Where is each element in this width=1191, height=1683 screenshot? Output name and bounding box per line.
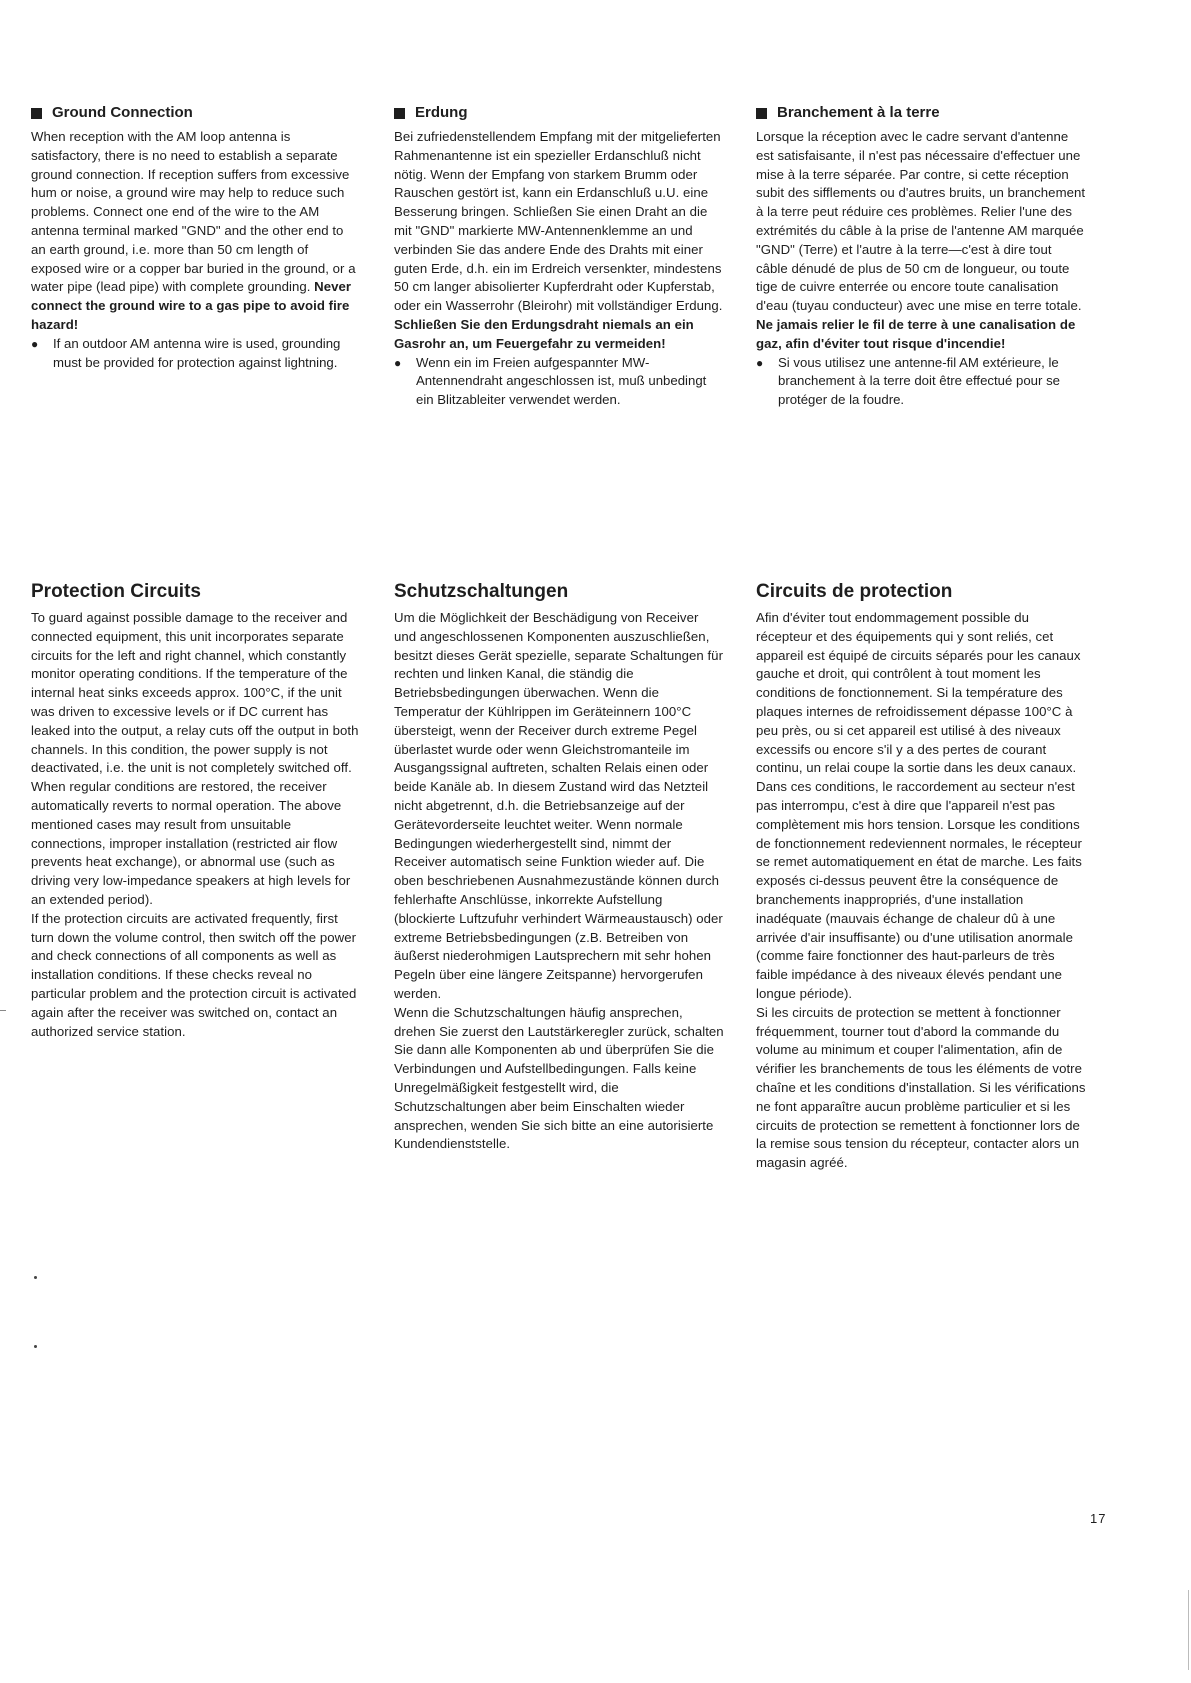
- section-protection-de: [394, 580, 724, 1154]
- scan-speck: [34, 1345, 37, 1348]
- bullet-square-icon: [394, 108, 405, 119]
- heading-protection-en: Protection Circuits: [31, 581, 201, 602]
- heading-protection-fr: Circuits de protection: [756, 581, 953, 602]
- scan-edge-mark: [1188, 1590, 1189, 1670]
- section-ground-en: [31, 103, 361, 372]
- bullet-dot-icon: ●: [756, 355, 764, 370]
- heading-ground-en: Ground Connection: [31, 103, 361, 123]
- list-item: ● Si vous utilisez une antenne-fil AM extérieure, le branchement à la terre doit être effectué pour se protéger de la foudre.: [756, 354, 1086, 410]
- warning-ground-en: Never connect the ground wire to a gas pipe to avoid fire hazard!: [31, 279, 352, 332]
- warning-ground-fr: Ne jamais relier le fil de terre à une canalisation de gaz, afin d'éviter tout risque d'incendie!: [756, 316, 1076, 351]
- paragraph-ground-fr: Lorsque la réception avec le cadre servant d'antenne est satisfaisante, il n'est pas nécessaire d'effectuer une mise à la terre séparée. Par contre, si cette réception subit des sifflements ou d'autres bruits, un branchement à la terre peut réduire ces problèmes. Relier l'une des extrémités du câble à la prise de l'antenne AM marquée "GND" (Terre) et l'autre à la terre—c'est à dire tout câble dénudé de plus de 50 cm de longueur, ou toute tige de cuivre enterrée ou encore toute canalisation d'eau (tuyau conducteur) avec une mise en terre totale. Ne jamais relier le fil de terre à une canalisation de gaz, afin d'éviter tout risque d'incendie!: [756, 129, 1086, 351]
- bullet-dot-icon: ●: [394, 355, 402, 370]
- scan-speck: [34, 1276, 37, 1279]
- section-protection-fr: [756, 580, 1086, 1173]
- paragraph-ground-en: When reception with the AM loop antenna is satisfactory, there is no need to establish a separate ground connection. If reception suffers from excessive hum or noise, a ground wire may help to reduce such problems. Connect one end of the wire to the AM antenna terminal marked "GND" and the other end to an earth ground, i.e. more than 50 cm length of exposed wire or a copper bar buried in the ground, or a water pipe (lead pipe) with complete grounding. Never connect the ground wire to a gas pipe to avoid fire hazard!: [31, 129, 356, 332]
- bullet-square-icon: [31, 108, 42, 119]
- warning-ground-de: Schließen Sie den Erdungsdraht niemals an ein Gasrohr an, um Feuergefahr zu vermeiden!: [394, 316, 694, 351]
- paragraph-ground-de: Bei zufriedenstellendem Empfang mit der mitgelieferten Rahmenantenne ist ein spezieller Erdanschluß nicht nötig. Wenn der Empfang von starkem Brumm oder Rauschen gestört ist, kann ein Erdanschluß u.U. eine Besserung bringen. Schließen Sie einen Draht an die mit "GND" markierte MW-Antennenklemme an und verbinden Sie das andere Ende des Drahts mit einer guten Erde, d.h. ein im Erdreich versenkter, mindestens 50 cm langer abisolierter Kupferdraht oder Kupferstab, oder ein Wasserrohr (Bleirohr) mit vollständiger Erdung. Schließen Sie den Erdungsdraht niemals an ein Gasrohr an, um Feuergefahr zu vermeiden!: [394, 129, 723, 351]
- scan-edge-mark: [0, 1010, 6, 1011]
- section-protection-en: [31, 580, 361, 1041]
- paragraph-protection-en-2: If the protection circuits are activated frequently, first turn down the volume control, then switch off the power and check connections of all components as well as installation conditions. If these checks reveal no particular problem and the protection circuit is activated again after the receiver was switched on, contact an authorized service station.: [31, 910, 357, 1039]
- paragraph-protection-en-1: To guard against possible damage to the receiver and connected equipment, this unit incorporates separate circuits for the left and right channel, which constantly monitor operating conditions. If the temperature of the internal heat sinks exceeds approx. 100°C, if the unit was driven to excessive levels or if DC current has leaked into the output, a relay cuts off the output in both channels. In this condition, the power supply is not deactivated, i.e. the unit is not completely switched off. When regular conditions are restored, the receiver automatically reverts to normal operation. The above mentioned cases may result from unsuitable connections, improper installation (restricted air flow prevents heat exchange), or abnormal use (such as driving very low-impedance speakers at high levels for an extended period).: [31, 610, 359, 907]
- list-item: ● If an outdoor AM antenna wire is used, grounding must be provided for protection against lightning.: [31, 335, 361, 373]
- list-item: ● Wenn ein im Freien aufgespannter MW-Antennendraht angeschlossen ist, muß unbedingt ein Blitzableiter verwendet werden.: [394, 354, 724, 410]
- section-ground-fr: [756, 103, 1086, 410]
- paragraph-protection-fr-2: Si les circuits de protection se mettent à fonctionner fréquemment, tourner tout d'abord la commande du volume au minimum et couper l'alimentation, afin de vérifier les branchements de tous les éléments de votre chaîne et les conditions d'installation. Si les vérifications ne font apparaître aucun problème particulier et si les circuits de protection se remettent à fonctionner lors de la remise sous tension du récepteur, contacter alors un magasin agréé.: [756, 1004, 1086, 1171]
- heading-ground-de: Erdung: [394, 103, 724, 123]
- paragraph-protection-de-1: Um die Möglichkeit der Beschädigung von Receiver und angeschlossenen Komponenten auszuschließen, besitzt dieses Gerät spezielle, separate Schaltungen für rechten und linken Kanal, die ständig die Betriebsbedingungen überwachen. Wenn die Temperatur der Kühlrippen im Geräteinnern 100°C übersteigt, wenn der Receiver durch extreme Pegel überlastet wurde oder wenn Gleichstromanteile im Ausgangssignal auftreten, schalten Relais einen oder beide Kanäle ab. In diesem Zustand wird das Netzteil nicht abgetrennt, d.h. die Betriebsanzeige auf der Gerätevorderseite leuchtet weiter. Wenn normale Bedingungen wiederhergestellt sind, nimmt der Receiver automatisch seine Funktion wieder auf. Die oben beschriebenen Ausnahmezustände können durch fehlerhafte Anschlüsse, inkorrekte Aufstellung (blockierte Luftzufuhr verhindert Wärmeaustausch) oder extreme Betriebsbedingungen (z.B. Betreiben von äußerst niederohmigen Lautsprechern mit sehr hohen Pegeln über eine längere Zeitspanne) hervorgerufen werden.: [394, 610, 724, 1001]
- section-ground-de: [394, 103, 724, 410]
- heading-protection-de: Schutzschaltungen: [394, 581, 569, 602]
- paragraph-protection-fr-1: Afin d'éviter tout endommagement possible du récepteur et des équipements qui y sont reliés, cet appareil est équipé de circuits séparés pour les canaux gauche et droit, qui contrôlent à tout moment les conditions de fonctionnement. Si la température des plaques internes de refroidissement dépasse 100°C à peu près, ou si cet appareil est utilisé à des niveaux excessifs ou encore s'il y a des pertes de courant continu, un relai coupe la sortie dans les deux canaux. Dans ces conditions, le raccordement au secteur n'est pas interrompu, c'est à dire que l'appareil n'est pas complètement mis hors tension. Lorsque les conditions de fonctionnement redeviennent normales, le récepteur se remet automatiquement en état de marche. Les faits exposés ci-dessus peuvent être la conséquence de branchements inappropriés, d'une installation inadéquate (mauvais échange de chaleur dû à une arrivée d'air insuffisante) ou d'une utilisation anormale (comme faire fonctionner des haut-parleurs de très faible impédance à des niveaux élevés pendant une longue période).: [756, 610, 1082, 1001]
- bullet-dot-icon: ●: [31, 336, 39, 351]
- heading-ground-fr: Branchement à la terre: [756, 103, 1086, 123]
- paragraph-protection-de-2: Wenn die Schutzschaltungen häufig ansprechen, drehen Sie zuerst den Lautstärkeregler zurück, schalten Sie dann alle Komponenten ab und überprüfen Sie die Verbindungen und Aufstellbedingungen. Falls keine Unregelmäßigkeit festgestellt wird, die Schutzschaltungen aber beim Einschalten wieder ansprechen, wenden Sie sich bitte an eine autorisierte Kundendienststelle.: [394, 1004, 724, 1152]
- bullet-square-icon: [756, 108, 767, 119]
- page-number: 17: [1090, 1511, 1107, 1526]
